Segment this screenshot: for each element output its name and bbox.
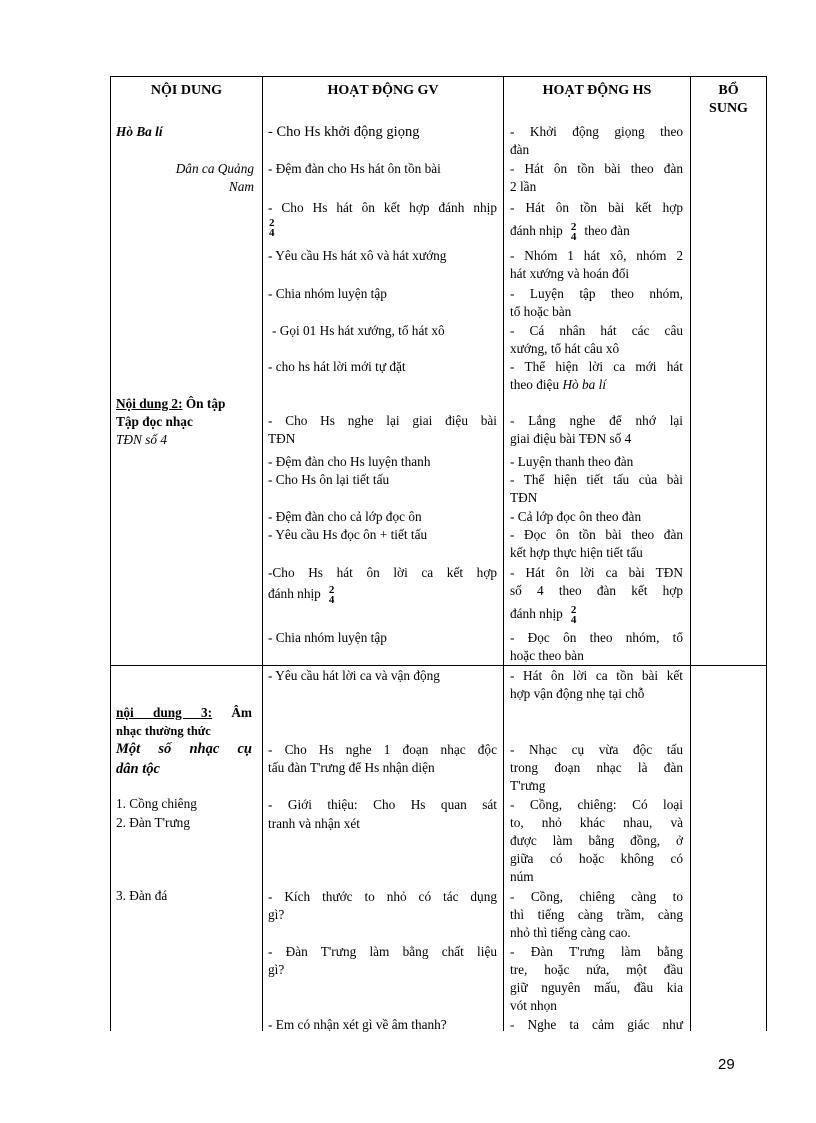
- gv-item: - Kích thước to nhỏ có tác dụng: [268, 889, 497, 904]
- gv-item: - Cho Hs nghe lại giai điệu bài: [268, 413, 497, 428]
- gv-item: - Cho Hs nghe 1 đoạn nhạc độc: [268, 742, 497, 757]
- hs-item: tre, hoặc nứa, một đầu: [510, 962, 683, 977]
- hs-item: - Luyện tập theo nhóm,: [510, 286, 683, 301]
- time-signature-fraction: 2 4: [269, 217, 275, 239]
- gv-item: TĐN: [268, 431, 296, 446]
- column-divider-3: [690, 76, 691, 1031]
- hs-item: - Nhạc cụ vừa độc tấu: [510, 742, 683, 757]
- table-left-border: [110, 76, 111, 1031]
- hs-item: - Hát ôn lời ca bài TĐN: [510, 565, 683, 580]
- gv-item: - Yêu cầu hát lời ca và vận động: [268, 668, 440, 683]
- table-top-border: [110, 76, 767, 77]
- section-2-tdn: TĐN số 4: [116, 432, 167, 447]
- gv-item: gì?: [268, 907, 285, 922]
- section-3-topic-cont: dân tộc: [116, 761, 160, 777]
- hs-item: vót nhọn: [510, 998, 557, 1013]
- gv-item: - Chia nhóm luyện tập: [268, 286, 387, 301]
- gv-item: - Yêu cầu Hs đọc ôn + tiết tấu: [268, 527, 428, 542]
- hs-item: T'rưng: [510, 778, 546, 793]
- section-3-subtitle: nhạc thường thức: [116, 724, 211, 738]
- gv-item: - Giới thiệu: Cho Hs quan sát: [268, 797, 497, 812]
- page-number: 29: [718, 1056, 735, 1073]
- hs-item: to, nhỏ khác nhau, và: [510, 815, 683, 830]
- hs-item: thì tiếng càng trầm, càng: [510, 907, 683, 922]
- section-2-heading: Nội dung 2: Ôn tập: [116, 396, 226, 411]
- section-2-subtitle: Tập đọc nhạc: [116, 414, 193, 429]
- hs-item: hợp vận động nhẹ tại chỗ: [510, 686, 645, 701]
- hs-item: được làm bằng đồng, ở: [510, 833, 683, 848]
- gv-item: - Yêu cầu Hs hát xô và hát xướng: [268, 248, 447, 263]
- gv-item: - Cho Hs hát ôn kết hợp đánh nhịp: [268, 200, 497, 215]
- gv-item: gì?: [268, 962, 285, 977]
- hs-item: nhỏ thì tiếng càng cao.: [510, 925, 631, 940]
- section-3-heading: nội dung 3: Âm: [116, 705, 252, 720]
- hs-item: kết hợp thực hiện tiết tấu: [510, 545, 643, 560]
- gv-item: - Đệm đàn cho cả lớp đọc ôn: [268, 509, 422, 524]
- hs-item: theo điệu Hò ba lí: [510, 377, 607, 392]
- instrument-item-2: 2. Đàn T'rưng: [116, 815, 190, 830]
- hs-item: - Đọc ôn tồn bài theo đàn: [510, 527, 683, 542]
- hs-item: - Cồng, chiêng càng to: [510, 889, 683, 904]
- hs-item: trong đoạn nhạc là đàn: [510, 760, 683, 775]
- gv-item: - Đệm đàn cho Hs hát ôn tồn bài: [268, 161, 441, 176]
- gv-item: tranh và nhận xét: [268, 816, 360, 831]
- section-3-topic: Một số nhạc cụ: [116, 741, 252, 757]
- gv-item: tấu đàn T'rưng để Hs nhận diện: [268, 760, 435, 775]
- hs-item: số 4 theo đàn kết hợp: [510, 583, 683, 598]
- column-divider-2: [503, 76, 504, 1031]
- hs-item: giữa có hoặc không có: [510, 851, 683, 866]
- song-title: Hò Ba lí: [116, 124, 163, 139]
- hs-item: tổ hoặc bàn: [510, 304, 572, 319]
- header-hoat-dong-hs: HOẠT ĐỘNG HS: [542, 83, 652, 98]
- gv-item: - Cho Hs ôn lại tiết tấu: [268, 472, 390, 487]
- hs-item: - Đàn T'rưng làm bằng: [510, 944, 683, 959]
- hs-item: - Cá nhân hát các câu: [510, 323, 683, 338]
- hs-item: giai điệu bài TĐN số 4: [510, 431, 632, 446]
- row-divider: [110, 665, 767, 666]
- hs-item: - Thể hiện lời ca mới hát: [510, 359, 683, 374]
- hs-item: - Nhóm 1 hát xô, nhóm 2: [510, 248, 683, 263]
- gv-item: - Đàn T'rưng làm bằng chất liệu: [268, 944, 497, 959]
- hs-item: - Lắng nghe để nhớ lại: [510, 413, 683, 428]
- header-bo-sung: BỔ SUNG: [709, 83, 748, 116]
- gv-item: đánh nhịp 2 4: [268, 584, 335, 606]
- hs-item: - Hát ôn tồn bài kết hợp: [510, 200, 683, 215]
- hs-item: hát xướng và hoán đổi: [510, 266, 630, 281]
- column-divider-1: [262, 76, 263, 1031]
- table-right-border: [766, 76, 767, 1031]
- instrument-item-1: 1. Cồng chiêng: [116, 796, 197, 811]
- hs-item: giữ nguyên mấu, đầu kia: [510, 980, 683, 995]
- hs-item: - Nghe ta cảm giác như: [510, 1017, 683, 1032]
- hs-item: - Khởi động giọng theo: [510, 124, 683, 139]
- gv-item: - Chia nhóm luyện tập: [268, 630, 387, 645]
- hs-item: - Thể hiện tiết tấu của bài: [510, 472, 683, 487]
- gv-item: -Cho Hs hát ôn lời ca kết hợp: [268, 565, 497, 580]
- song-origin: Dân ca Quảng Nam: [175, 161, 254, 194]
- gv-item: - Gọi 01 Hs hát xướng, tổ hát xô: [272, 323, 445, 338]
- hs-item: đàn: [510, 142, 530, 157]
- hs-item: TĐN: [510, 490, 538, 505]
- header-hoat-dong-gv: HOẠT ĐỘNG GV: [327, 83, 439, 98]
- hs-item: - Hát ôn tồn bài theo đàn: [510, 161, 683, 176]
- hs-item: - Luyện thanh theo đàn: [510, 454, 634, 469]
- instrument-item-3: 3. Đàn đá: [116, 888, 168, 903]
- hs-item: - Cồng, chiêng: Có loại: [510, 797, 683, 812]
- hs-item: núm: [510, 869, 534, 884]
- gv-item: - Đệm đàn cho Hs luyện thanh: [268, 454, 431, 469]
- hs-item: đánh nhịp 2 4: [510, 604, 577, 626]
- gv-item: - cho hs hát lời mới tự đặt: [268, 359, 406, 374]
- gv-item: - Em có nhận xét gì về âm thanh?: [268, 1017, 447, 1032]
- hs-item: hoặc theo bàn: [510, 648, 584, 663]
- gv-item: - Cho Hs khởi động giọng: [268, 124, 420, 140]
- hs-item: đánh nhịp 2 4 theo đàn: [510, 221, 630, 243]
- hs-item: xướng, tổ hát câu xô: [510, 341, 620, 356]
- hs-item: - Cả lớp đọc ôn theo đàn: [510, 509, 642, 524]
- hs-item: 2 lần: [510, 179, 537, 194]
- hs-item: - Đọc ôn theo nhóm, tổ: [510, 630, 683, 645]
- hs-item: - Hát ôn lời ca tồn bài kết: [510, 668, 683, 683]
- header-noi-dung: NỘI DUNG: [150, 83, 223, 98]
